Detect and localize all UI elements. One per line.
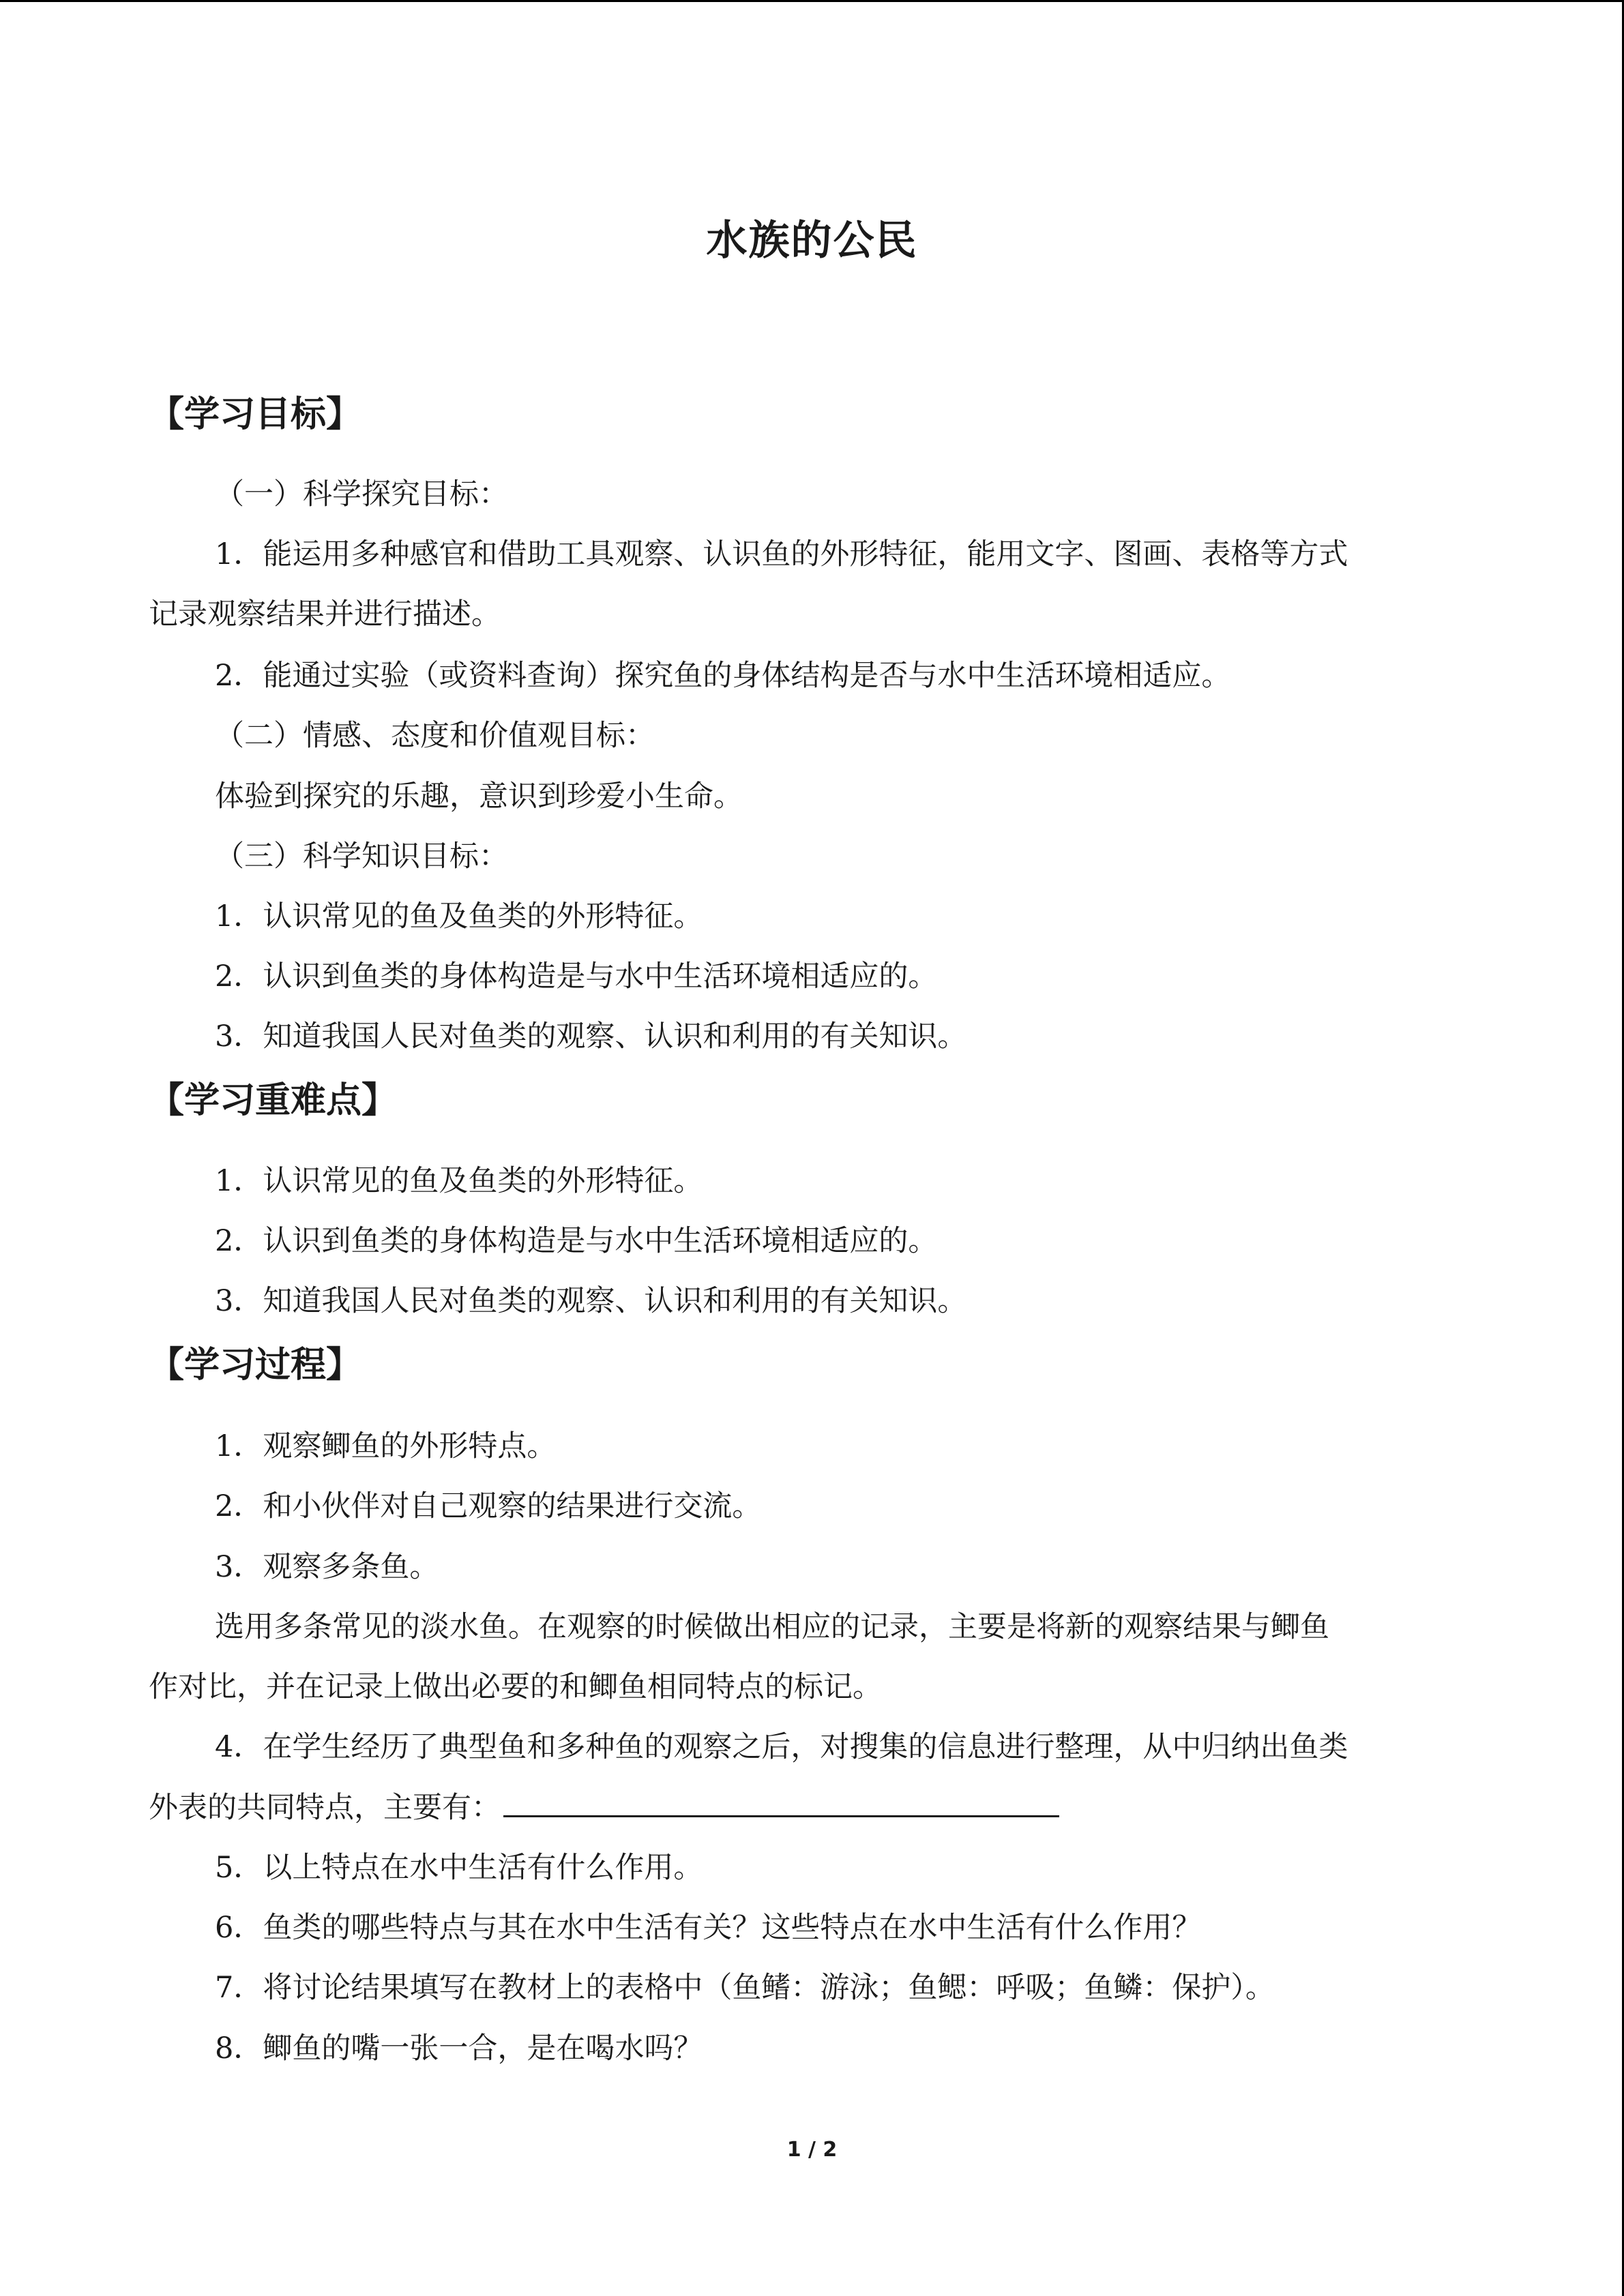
goals-line: 3．知道我国人民对鱼类的观察、认识和利用的有关知识。 <box>215 1019 967 1054</box>
goals-line: 2．认识到鱼类的身体构造是与水中生活环境相适应的。 <box>215 959 938 994</box>
process-line-text: 外表的共同特点，主要有： <box>149 1791 501 1825</box>
process-line: 3．观察多条鱼。 <box>215 1550 439 1584</box>
fill-in-blank <box>503 1784 1059 1817</box>
section-heading-key-points: 【学习重难点】 <box>149 1080 398 1121</box>
process-line: 8．鲫鱼的嘴一张一合，是在喝水吗？ <box>215 2031 703 2066</box>
key-points-line: 3．知道我国人民对鱼类的观察、认识和利用的有关知识。 <box>215 1284 967 1318</box>
process-line: 7．将讨论结果填写在教材上的表格中（鱼鳍：游泳；鱼鳃：呼吸；鱼鳞：保护）。 <box>215 1971 1275 2005</box>
process-line-with-blank <box>149 1784 1059 1832</box>
section-heading-goals: 【学习目标】 <box>149 394 362 435</box>
goals-line: 1．认识常见的鱼及鱼类的外形特征。 <box>215 899 703 934</box>
process-line: 作对比，并在记录上做出必要的和鲫鱼相同特点的标记。 <box>149 1670 882 1704</box>
goals-line: （三）科学知识目标： <box>215 839 508 874</box>
key-points-line: 2．认识到鱼类的身体构造是与水中生活环境相适应的。 <box>215 1224 938 1258</box>
goals-line: 体验到探究的乐趣，意识到珍爱小生命。 <box>215 779 743 814</box>
process-line: 2．和小伙伴对自己观察的结果进行交流。 <box>215 1489 762 1523</box>
section-heading-process: 【学习过程】 <box>149 1345 362 1386</box>
goals-line: （二）情感、态度和价值观目标： <box>215 719 655 753</box>
page-number: 1 / 2 <box>786 2138 838 2162</box>
process-line: 5．以上特点在水中生活有什么作用。 <box>215 1851 703 1885</box>
process-line: 选用多条常见的淡水鱼。在观察的时候做出相应的记录，主要是将新的观察结果与鲫鱼 <box>215 1610 1329 1644</box>
page-border-top <box>0 0 1624 2</box>
key-points-line: 1．认识常见的鱼及鱼类的外形特征。 <box>215 1164 703 1198</box>
goals-line: 记录观察结果并进行描述。 <box>149 597 501 631</box>
process-line: 6．鱼类的哪些特点与其在水中生活有关？这些特点在水中生活有什么作用？ <box>215 1911 1202 1945</box>
goals-line: 1．能运用多种感官和借助工具观察、认识鱼的外形特征，能用文字、图画、表格等方式 <box>215 537 1348 571</box>
goals-line: 2．能通过实验（或资料查询）探究鱼的身体结构是否与水中生活环境相适应。 <box>215 659 1231 693</box>
document-title: 水族的公民 <box>706 217 918 265</box>
process-line: 4．在学生经历了典型鱼和多种鱼的观察之后，对搜集的信息进行整理，从中归纳出鱼类 <box>215 1730 1348 1764</box>
goals-line: （一）科学探究目标： <box>215 477 508 511</box>
process-line: 1．观察鲫鱼的外形特点。 <box>215 1429 557 1463</box>
